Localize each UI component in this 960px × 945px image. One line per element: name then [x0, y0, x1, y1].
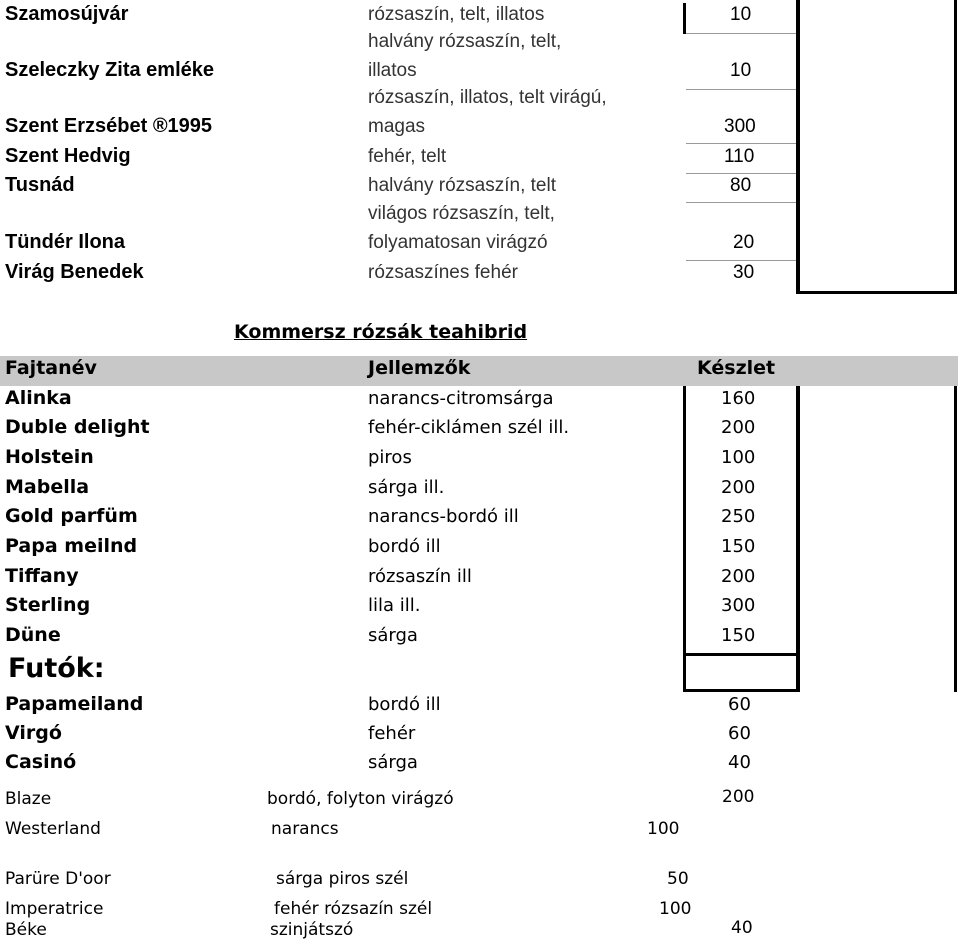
variety-description: fehér-ciklámen szél ill.	[368, 417, 570, 438]
stock-quantity: 300	[724, 116, 756, 137]
variety-name: Virág Benedek	[5, 261, 144, 283]
variety-description: illatos	[368, 60, 417, 81]
variety-description: sárga	[368, 752, 418, 773]
header-characteristics: Jellemzők	[368, 357, 471, 379]
variety-name: Gold parfüm	[5, 505, 138, 527]
variety-description: bordó, folyton virágzó	[267, 789, 454, 809]
stock-quantity: 110	[724, 146, 755, 167]
variety-description: folyamatosan virágzó	[368, 232, 548, 253]
variety-description: piros	[368, 447, 412, 468]
stock-quantity: 200	[722, 787, 755, 807]
variety-description: fehér rózsazín szél	[274, 899, 433, 919]
variety-name: Tiffany	[5, 565, 79, 587]
variety-name: Casinó	[5, 751, 77, 773]
variety-description: rózsaszínes fehér	[368, 262, 518, 283]
stock-quantity: 30	[733, 262, 755, 283]
stock-quantity: 100	[721, 447, 756, 468]
variety-description: magas	[368, 116, 426, 137]
variety-description: fehér	[368, 723, 416, 744]
variety-name: Parüre D'oor	[5, 869, 111, 889]
variety-description: sárga	[368, 625, 418, 646]
variety-description: bordó ill	[368, 536, 441, 557]
variety-name: Westerland	[5, 819, 101, 839]
variety-name: Tündér Ilona	[5, 231, 125, 253]
variety-description: sárga ill.	[368, 477, 445, 498]
rule	[686, 33, 796, 34]
rule	[686, 89, 796, 90]
stock-quantity: 60	[728, 694, 751, 715]
variety-name: Szent Hedvig	[5, 145, 131, 167]
variety-name: Blaze	[5, 789, 52, 809]
rule	[686, 260, 796, 261]
stock-quantity: 150	[721, 625, 756, 646]
variety-name: Duble delight	[5, 416, 150, 438]
table-header-band	[0, 356, 958, 386]
variety-description: narancs	[271, 819, 339, 839]
variety-name: Virgó	[5, 722, 62, 744]
variety-description: rózsaszín, illatos, telt virágú,	[368, 87, 607, 108]
variety-description: rózsaszín, telt, illatos	[368, 4, 545, 25]
stock-quantity: 100	[647, 819, 680, 839]
variety-name: Düne	[5, 624, 61, 646]
stock-quantity: 60	[728, 723, 751, 744]
variety-name: Alinka	[5, 387, 72, 409]
rule	[686, 202, 796, 203]
stock-quantity: 200	[721, 477, 756, 498]
variety-name: Mabella	[5, 476, 90, 498]
hybrid-qty-right-border	[796, 386, 800, 692]
variety-description: narancs-bordó ill	[368, 506, 519, 527]
variety-name: Béke	[5, 920, 47, 940]
hybrid-qty-bottom-border	[683, 689, 800, 692]
variety-name: Holstein	[5, 446, 94, 468]
stock-quantity: 40	[728, 752, 751, 773]
variety-name: Papameiland	[5, 693, 144, 715]
rule	[686, 173, 796, 174]
variety-description: fehér, telt	[368, 146, 447, 167]
stock-quantity: 10	[730, 4, 752, 25]
variety-name: Szent Erzsébet ®1995	[5, 115, 213, 137]
variety-name: Szeleczky Zita emléke	[5, 59, 215, 81]
variety-description: rózsaszín ill	[368, 566, 472, 587]
variety-description: narancs-citromsárga	[368, 388, 554, 409]
stock-quantity: 80	[730, 175, 752, 196]
stock-quantity: 50	[667, 869, 689, 889]
variety-description: szinjátszó	[270, 920, 354, 940]
section-title: Kommersz rózsák teahibrid	[234, 321, 528, 343]
stock-quantity: 150	[721, 536, 756, 557]
stock-quantity: 100	[659, 899, 692, 919]
top-qty-left-border	[683, 3, 686, 34]
variety-description: lila ill.	[368, 595, 421, 616]
stock-quantity: 160	[721, 388, 756, 409]
variety-name: Tusnád	[5, 174, 75, 196]
variety-description: halvány rózsaszín, telt,	[368, 31, 562, 52]
rule	[686, 143, 796, 144]
stock-quantity: 300	[721, 595, 756, 616]
header-variety-name: Fajtanév	[5, 357, 97, 379]
top-extra-right-border	[954, 0, 957, 294]
hybrid-qty-mid-border	[683, 653, 800, 656]
stock-quantity: 200	[721, 566, 756, 587]
stock-quantity: 200	[721, 417, 756, 438]
variety-description: bordó ill	[368, 694, 441, 715]
stock-quantity: 20	[733, 232, 755, 253]
hybrid-far-right-border	[954, 386, 957, 692]
variety-description: világos rózsaszín, telt,	[368, 203, 555, 224]
variety-name: Papa meilnd	[5, 535, 138, 557]
variety-name: Szamosújvár	[5, 3, 129, 25]
variety-name: Imperatrice	[5, 899, 104, 919]
hybrid-qty-left-border	[683, 386, 686, 692]
stock-quantity: 40	[731, 918, 753, 938]
climbers-heading: Futók:	[8, 653, 105, 684]
variety-name: Sterling	[5, 594, 91, 616]
top-qty-right-border	[796, 0, 800, 294]
stock-quantity: 250	[721, 506, 756, 527]
top-bottom-border	[796, 291, 957, 294]
stock-quantity: 10	[730, 60, 752, 81]
variety-description: halvány rózsaszín, telt	[368, 175, 556, 196]
header-stock: Készlet	[697, 357, 776, 379]
variety-description: sárga piros szél	[276, 869, 409, 889]
